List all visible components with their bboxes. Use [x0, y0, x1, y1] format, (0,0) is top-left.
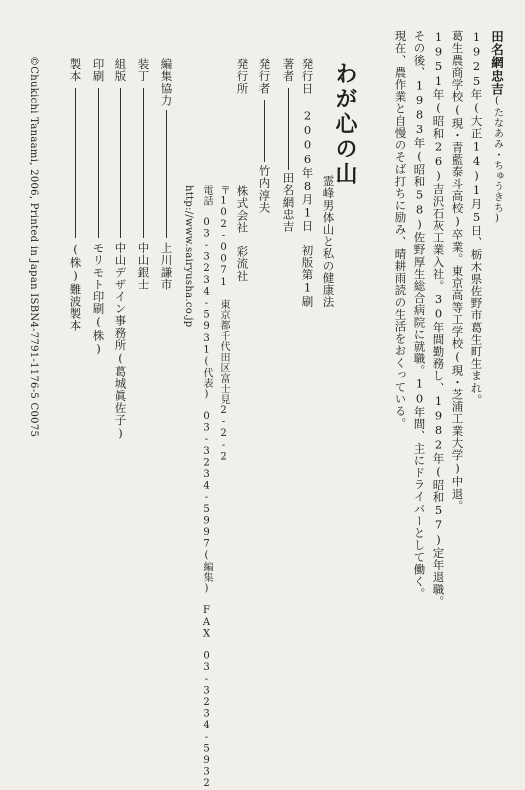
author-bio-heading — [490, 30, 503, 225]
author-bio-line-2: 葛生農商学校(現・青藍泰斗高校)卒業。東京高等工学校(現・芝浦工業大学)中退。 — [450, 30, 465, 512]
credit-publisher-label: 発行者 — [257, 58, 272, 95]
publication-line — [301, 58, 313, 307]
credit-print-value: モリモト印刷(株) — [91, 242, 106, 356]
credit-publisher-value: 竹内淳夫 — [257, 165, 272, 214]
credit-binding-design-label: 装丁 — [136, 58, 151, 83]
leader-line — [143, 88, 144, 238]
leader-line — [264, 100, 265, 162]
leader-line — [75, 88, 76, 238]
credit-editor-value: 上川謙市 — [159, 242, 174, 291]
credit-bind-value: (株)難波製本 — [68, 242, 83, 332]
credit-print-label: 印刷 — [91, 58, 106, 83]
credit-editor-label: 編集協力 — [159, 58, 174, 107]
credit-bind-label: 製本 — [68, 58, 83, 83]
book-subtitle: 霊峰男体山と私の健康法 — [321, 175, 336, 309]
author-bio-name: 田名網忠吉 — [489, 30, 505, 96]
credit-house-value: 株式会社 彩流社 — [235, 185, 250, 282]
author-bio-line-3: 1951年(昭和26)吉沢石灰工業入社。30年間勤務し、1982年(昭和57)定年退職。 — [431, 30, 446, 608]
author-bio-line-5: 現在、農作業と自慢のそば打ちに励み、晴耕雨読の生活をおくっている。 — [393, 30, 408, 430]
credit-typeset-value: 中山デザイン事務所(葛城眞佐子) — [113, 242, 128, 441]
credit-address: 〒102-0071 東京都千代田区富士見2-2-2 — [218, 185, 229, 463]
credit-author-label: 著者 — [281, 58, 296, 83]
leader-line — [288, 88, 289, 170]
credit-binding-design-value: 中山銀士 — [136, 242, 151, 291]
author-bio-line-1: 1925年(大正14)1月5日、栃木県佐野市葛生町生まれ。 — [469, 30, 484, 406]
credit-author-value: 田名網忠吉 — [281, 172, 296, 233]
leader-line — [166, 110, 167, 238]
book-title: わが心の山 — [332, 62, 358, 187]
credit-url: http://www.sairyusha.co.jp — [183, 185, 194, 328]
publication-date: 2006年8月1日 初版第1刷 — [300, 108, 315, 308]
credit-phone: 電話 03-3234-5931(代表) 03-3234-5997(編集) FAX 03-3234-5932 — [201, 185, 212, 790]
credit-typeset-label: 組版 — [113, 58, 128, 83]
credit-house-label: 発行所 — [235, 58, 250, 95]
copyright-line: ©Chukichi Tanaami, 2006, Printed in Japan ISBN4-7791-1176-5 C0075 — [28, 56, 39, 438]
leader-line — [98, 88, 99, 238]
leader-line — [120, 88, 121, 238]
author-bio-reading: (たなあみ・ちゅうきち) — [491, 95, 503, 225]
publication-label: 発行日 — [300, 58, 315, 95]
author-bio-line-4: その後、1983年(昭和58)佐野厚生総合病院に就職。10年間、主にドライバーとして働く。 — [412, 30, 427, 600]
